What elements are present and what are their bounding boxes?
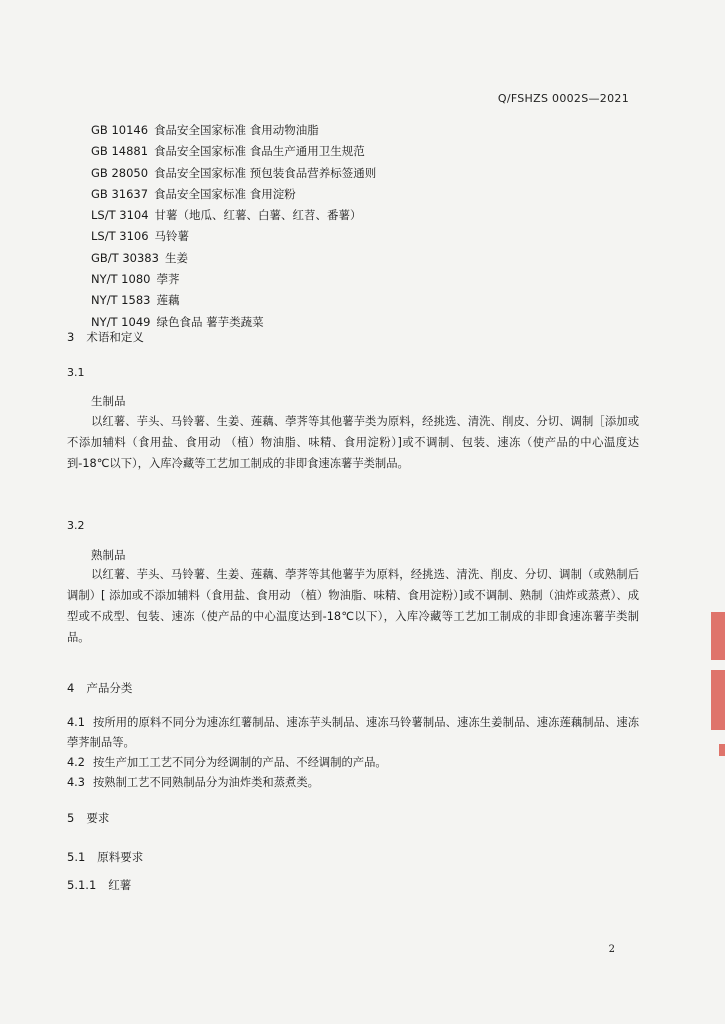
section-title: 产品分类 bbox=[86, 681, 133, 695]
item-text: 按所用的原料不同分为速冻红薯制品、速冻芋头制品、速冻马铃薯制品、速冻生姜制品、速冻莲藕制品、速冻荸荠制品等。 bbox=[67, 716, 639, 749]
reference-item bbox=[91, 184, 376, 205]
section-title: 原料要求 bbox=[97, 850, 144, 864]
reference-list bbox=[91, 120, 376, 333]
reference-code: GB/T 30383 bbox=[91, 250, 159, 265]
item-text: 按熟制工艺不同熟制品分为油炸类和蒸煮类。 bbox=[92, 776, 319, 789]
reference-item bbox=[91, 269, 376, 290]
page-number: 2 bbox=[608, 944, 615, 955]
reference-title: 甘薯（地瓜、红薯、白薯、红苕、番薯） bbox=[154, 208, 362, 223]
reference-code: NY/T 1080 bbox=[91, 272, 151, 287]
reference-title: 食品安全国家标准 食用淀粉 bbox=[154, 186, 296, 201]
reference-code: NY/T 1583 bbox=[91, 293, 151, 308]
reference-code: LS/T 3106 bbox=[91, 229, 149, 244]
classification-list bbox=[67, 713, 639, 793]
section-number: 5.1 bbox=[67, 850, 86, 864]
term-raw-product: 生制品 bbox=[91, 394, 126, 408]
item-number: 4.2 bbox=[67, 756, 85, 769]
item-text: 按生产加工工艺不同分为经调制的产品、不经调制的产品。 bbox=[92, 756, 387, 769]
reference-item bbox=[91, 248, 376, 269]
reference-title: 食品安全国家标准 食用动物油脂 bbox=[154, 123, 319, 137]
term-cooked-product: 熟制品 bbox=[91, 548, 126, 562]
classification-item bbox=[67, 773, 639, 793]
reference-code: LS/T 3104 bbox=[91, 208, 149, 223]
reference-item bbox=[91, 141, 376, 162]
reference-title: 荸荠 bbox=[156, 272, 180, 287]
section-5-heading bbox=[67, 810, 109, 826]
section-title: 术语和定义 bbox=[86, 330, 144, 344]
reference-title: 马铃薯 bbox=[154, 229, 190, 244]
section-number: 5 bbox=[67, 811, 75, 825]
reference-title: 莲藕 bbox=[156, 293, 180, 308]
document-code: Q/FSHZS 0002S—2021 bbox=[497, 92, 629, 105]
reference-title: 绿色食品 薯芋类蔬菜 bbox=[156, 314, 264, 329]
section-4-heading bbox=[67, 680, 132, 696]
seal-fragment bbox=[711, 612, 725, 660]
seal-fragment bbox=[711, 670, 725, 730]
item-number: 4.1 bbox=[67, 716, 85, 729]
definition-cooked-product: 以红薯、芋头、马铃薯、生姜、莲藕、荸荠等其他薯芋为原料，经挑选、清洗、削皮、分切、调制（或熟制后调制）[ 添加或不添加辅料（食用盐、食用动 （植）物油脂、味精、食用淀粉）]或不调制、熟制（油炸或蒸煮）、成型或不成型、包装、速冻（使产品的中心温度达到-18℃以下），入库冷藏等工艺加工制成的非即食速冻薯芋类制品。 bbox=[67, 568, 639, 644]
definition-raw-product: 以红薯、芋头、马铃薯、生姜、莲藕、荸荠等其他薯芋类为原料，经挑选、清洗、削皮、分切、调制［添加或不添加辅料（食用盐、食用动 （植）物油脂、味精、食用淀粉）]或不调制、包装、速冻（使产品的中心温度达到-18℃以下），入库冷藏等工艺加工制成的非即食速冻薯芋类制品。 bbox=[67, 415, 639, 470]
section-number: 4 bbox=[67, 681, 75, 695]
section-3-heading bbox=[67, 329, 144, 345]
reference-title: 生姜 bbox=[164, 250, 188, 265]
section-title: 要求 bbox=[86, 811, 110, 825]
clause-5-1-1-heading bbox=[67, 877, 131, 893]
reference-code: GB 31637 bbox=[91, 186, 149, 201]
reference-title: 食品安全国家标准 食品生产通用卫生规范 bbox=[154, 144, 365, 159]
section-number: 3 bbox=[67, 330, 75, 344]
classification-item bbox=[67, 753, 639, 773]
item-number: 4.3 bbox=[67, 776, 85, 789]
seal-fragment bbox=[719, 744, 725, 756]
reference-item bbox=[91, 163, 376, 184]
reference-title: 食品安全国家标准 预包装食品营养标签通则 bbox=[154, 165, 377, 180]
reference-code: GB 14881 bbox=[91, 144, 149, 159]
section-title: 红薯 bbox=[108, 878, 132, 892]
clause-3-1-number: 3.1 bbox=[67, 366, 85, 379]
clause-5-1-heading bbox=[67, 849, 143, 865]
reference-code: NY/T 1049 bbox=[91, 314, 151, 329]
reference-item bbox=[91, 120, 376, 141]
section-number: 5.1.1 bbox=[67, 878, 97, 892]
reference-item bbox=[91, 290, 376, 311]
classification-item bbox=[67, 713, 639, 753]
reference-item bbox=[91, 226, 376, 247]
reference-code: GB 10146 bbox=[91, 123, 149, 137]
reference-code: GB 28050 bbox=[91, 165, 149, 180]
reference-item bbox=[91, 205, 376, 226]
clause-3-2-number: 3.2 bbox=[67, 519, 85, 532]
